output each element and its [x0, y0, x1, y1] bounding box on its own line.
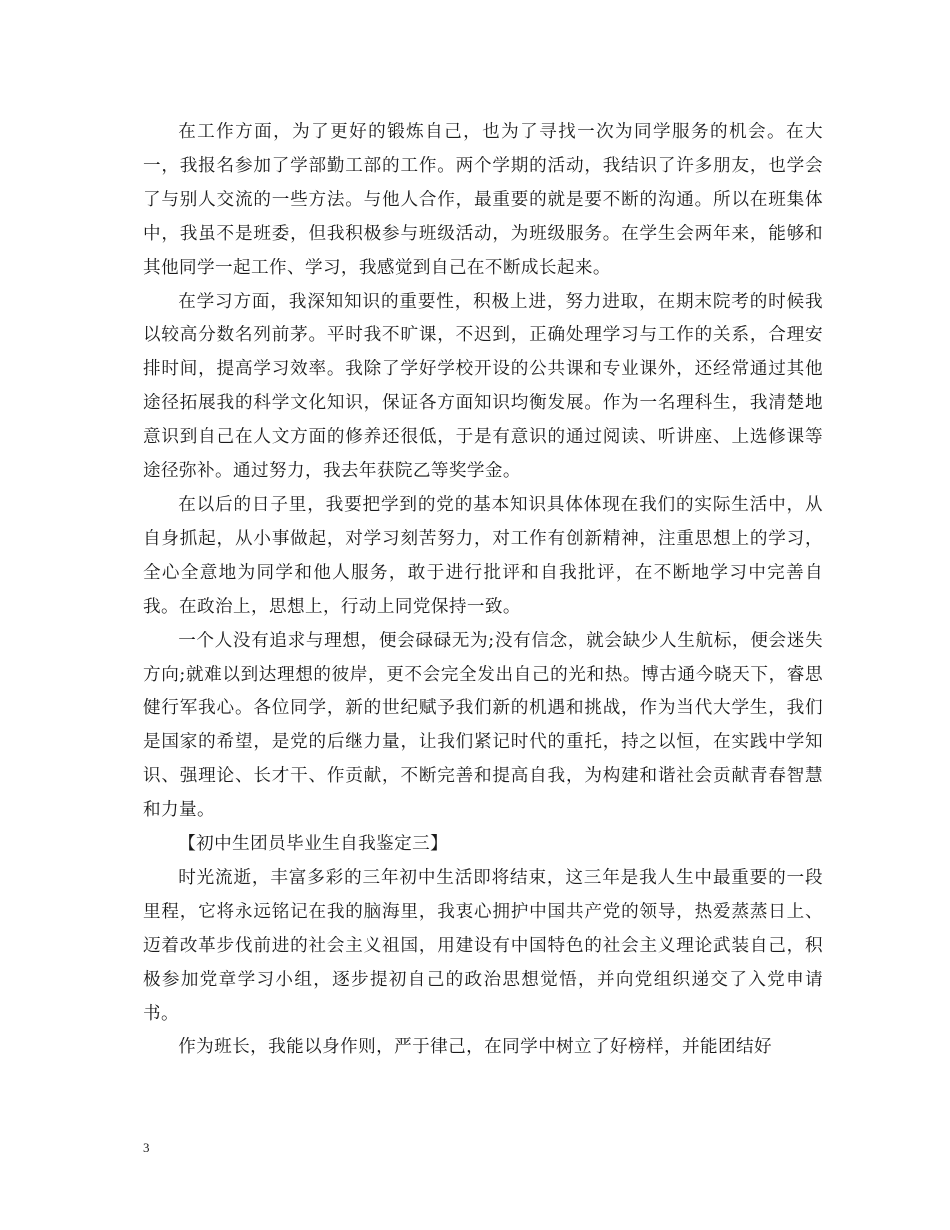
paragraph-ideals: 一个人没有追求与理想，便会碌碌无为;没有信念，就会缺少人生航标，便会迷失方向;就难以到达理想的彼岸，更不会完全发出自己的光和热。博古通今晓天下，睿思健行军我心。各位同学，新的世纪赋予我们新的机遇和挑战，作为当代大学生，我们是国家的希望，是党的后继力量，让我们紧记时代的重托，持之以恒，在实践中学知识、强理论、长才干、作贡献，不断完善和提高自我，为构建和谐社会贡献青春智慧和力量。: [143, 630, 823, 821]
paragraph-future: 在以后的日子里，我要把学到的党的基本知识具体体现在我们的实际生活中，从自身抓起，从小事做起，对学习刻苦努力，对工作有创新精神，注重思想上的学习，全心全意地为同学和他人服务，敢于进行批评和自我批评，在不断地学习中完善自我。在政治上，思想上，行动上同党保持一致。: [143, 494, 823, 617]
paragraph-work: 在工作方面，为了更好的锻炼自己，也为了寻找一次为同学服务的机会。在大一，我报名参加了学部勤工部的工作。两个学期的活动，我结识了许多朋友，也学会了与别人交流的一些方法。与他人合作，最重要的就是要不断的沟通。所以在班集体中，我虽不是班委，但我积极参与班级活动，为班级服务。在学生会两年来，能够和其他同学一起工作、学习，我感觉到自己在不断成长起来。: [143, 122, 823, 278]
paragraph-class-monitor: 作为班长，我能以身作则，严于律己，在同学中树立了好榜样，并能团结好: [178, 1037, 772, 1058]
section-heading: 【初中生团员毕业生自我鉴定三】: [178, 834, 449, 855]
page-number: 3: [143, 1140, 150, 1155]
paragraph-study: 在学习方面，我深知知识的重要性，积极上进，努力进取，在期末院考的时候我以较高分数名列前茅。平时我不旷课，不迟到，正确处理学习与工作的关系，合理安排时间，提高学习效率。我除了学好学校开设的公共课和专业课外，还经常通过其他途径拓展我的科学文化知识，保证各方面知识均衡发展。作为一名理科生，我清楚地意识到自己在人文方面的修养还很低，于是有意识的通过阅读、听讲座、上选修课等途径弥补。通过努力，我去年获院乙等奖学金。: [143, 291, 823, 482]
paragraph-junior-high: 时光流逝，丰富多彩的三年初中生活即将结束，这三年是我人生中最重要的一段里程，它将永远铭记在我的脑海里，我衷心拥护中国共产党的领导，热爱蒸蒸日上、迈着改革步伐前进的社会主义祖国，用建设有中国特色的社会主义理论武装自己，积极参加党章学习小组，逐步提初自己的政治思想觉悟，并向党组织递交了入党申请书。: [143, 867, 823, 1024]
document-body: [143, 116, 823, 1065]
